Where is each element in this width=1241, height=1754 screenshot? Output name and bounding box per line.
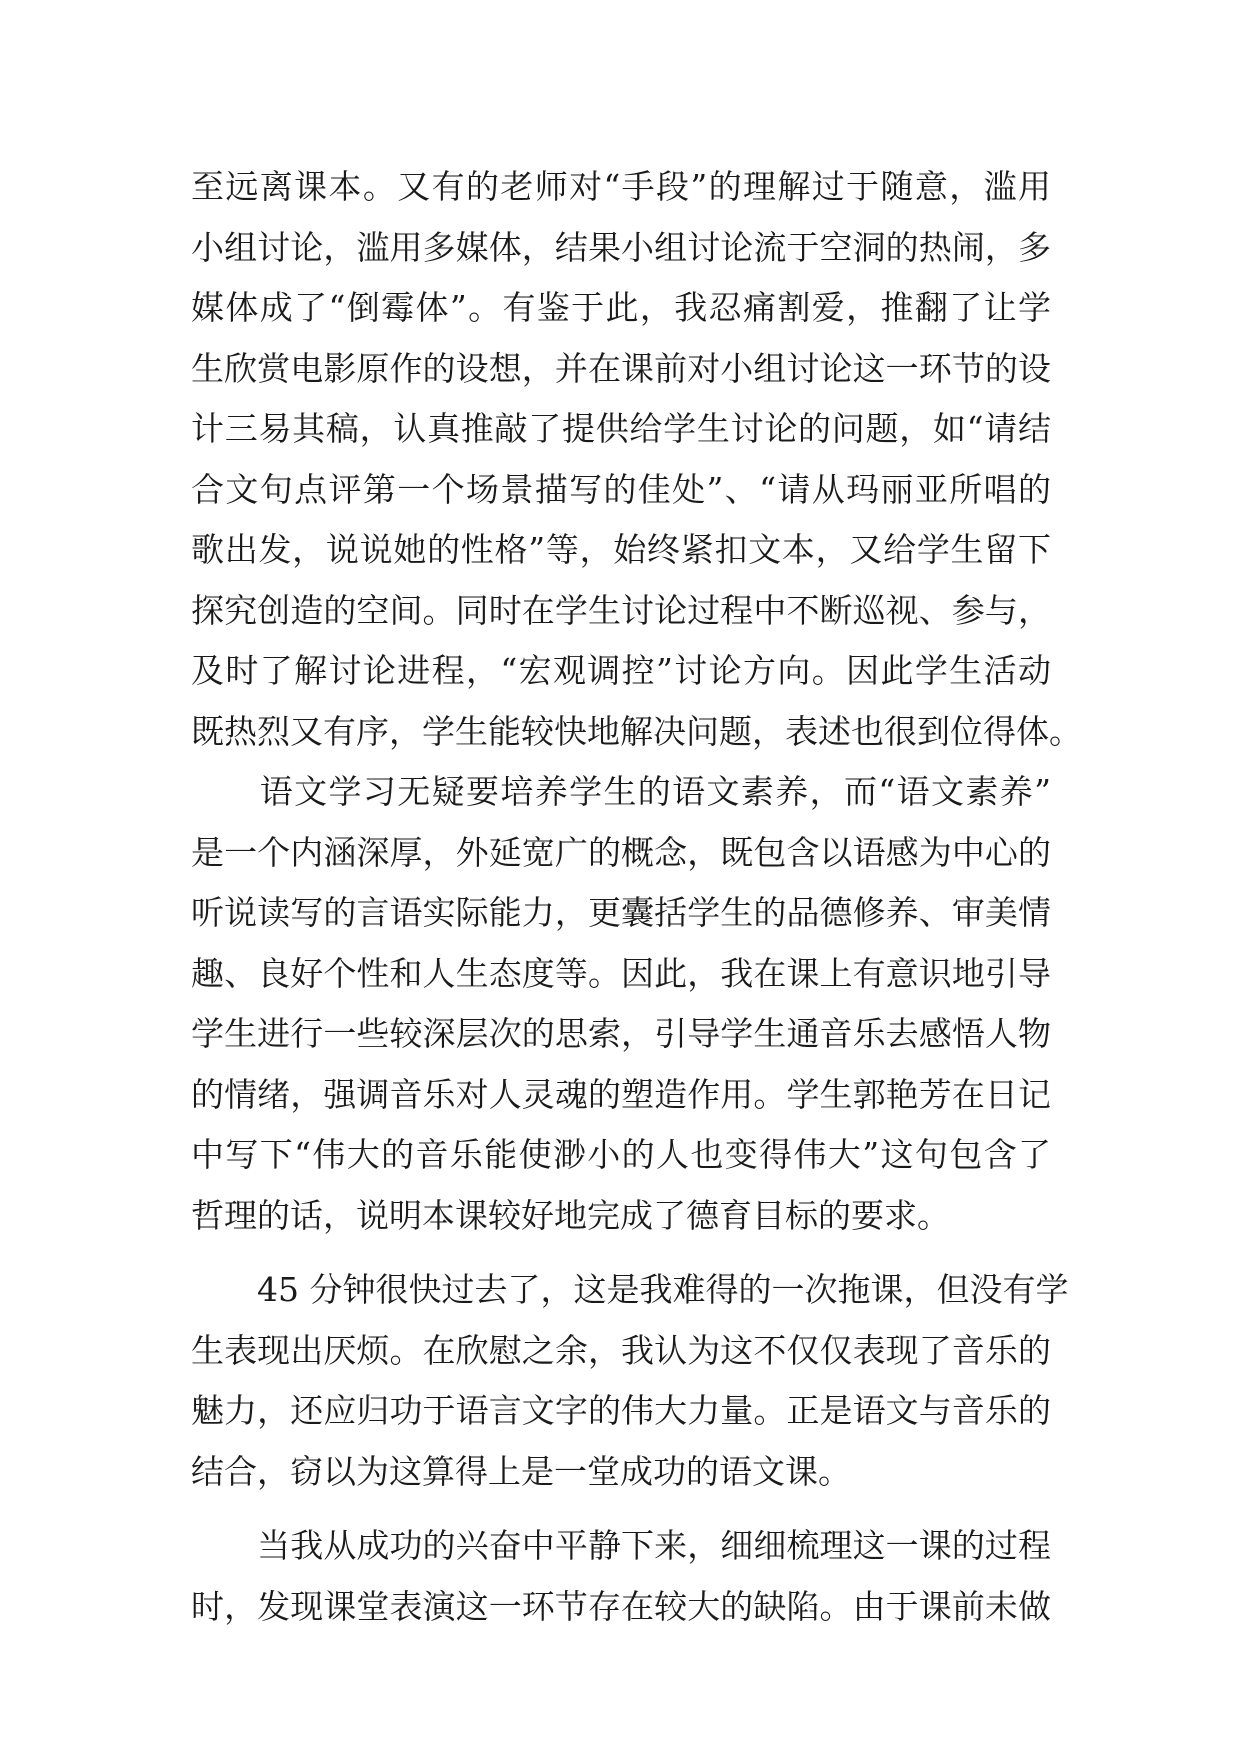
paragraph — [191, 1516, 1051, 1637]
text-line: 当我从成功的兴奋中平静下来，细细梳理这一课的过程 — [191, 1526, 1051, 1565]
text-line: 时，发现课堂表演这一环节存在较大的缺陷。由于课前未做 — [191, 1586, 1051, 1626]
text-line: 结合，窃以为这算得上是一堂成功的语文课。 — [191, 1451, 851, 1491]
text-line: 歌出发，说说她的性格”等，始终紧扣文本，又给学生留下 — [191, 530, 1051, 569]
text-line: 及时了解讨论进程，“宏观调控”讨论方向。因此学生活动 — [191, 651, 1051, 690]
paragraph-gap — [191, 1502, 1051, 1516]
text-line: 生表现出厌烦。在欣慰之余，我认为这不仅仅表现了音乐的 — [191, 1330, 1051, 1370]
text-line: 计三易其稿，认真推敲了提供给学生讨论的问题，如“请结 — [191, 409, 1051, 448]
text-line: 趣、良好个性和人生态度等。因此，我在课上有意识地引导 — [191, 953, 1051, 993]
text-line: 学生进行一些较深层次的思索，引导学生通音乐去感悟人物 — [191, 1014, 1051, 1053]
text-line: 哲理的话，说明本课较好地完成了德育目标的要求。 — [191, 1195, 950, 1235]
text-line: 魅力，还应归功于语言文字的伟大力量。正是语文与音乐的 — [191, 1391, 1051, 1430]
paragraph — [191, 157, 1082, 762]
text-line: 45 分钟很快过去了，这是我难得的一次拖课，但没有学 — [191, 1270, 1069, 1309]
text-line: 语文学习无疑要培养学生的语文素养，而“语文素养” — [191, 772, 1051, 811]
text-line: 合文句点评第一个场景描写的佳处”、“请从玛丽亚所唱的 — [191, 469, 1051, 509]
text-line: 至远离课本。又有的老师对“手段”的理解过于随意，滥用 — [191, 167, 1051, 206]
text-line: 的情绪，强调音乐对人灵魂的塑造作用。学生郭艳芳在日记 — [191, 1074, 1051, 1114]
paragraph — [191, 1260, 1069, 1502]
text-line: 媒体成了“倒霉体”。有鉴于此，我忍痛割爱，推翻了让学 — [191, 288, 1051, 327]
text-line: 生欣赏电影原作的设想，并在课前对小组讨论这一环节的设 — [191, 348, 1051, 388]
text-line: 既热烈又有序，学生能较快地解决问题，表述也很到位得体。 — [191, 711, 1082, 751]
text-line: 是一个内涵深厚，外延宽广的概念，既包含以语感为中心的 — [191, 832, 1051, 872]
text-line: 探究创造的空间。同时在学生讨论过程中不断巡视、参与， — [191, 590, 1051, 630]
text-line: 听说读写的言语实际能力，更囊括学生的品德修养、审美情 — [191, 893, 1051, 932]
text-line: 小组讨论，滥用多媒体，结果小组讨论流于空洞的热闹，多 — [191, 227, 1051, 267]
document-body — [191, 157, 1082, 1637]
paragraph — [191, 762, 1051, 1246]
paragraph-gap — [191, 1246, 1051, 1260]
text-line: 中写下“伟大的音乐能使渺小的人也变得伟大”这句包含了 — [191, 1135, 1051, 1174]
